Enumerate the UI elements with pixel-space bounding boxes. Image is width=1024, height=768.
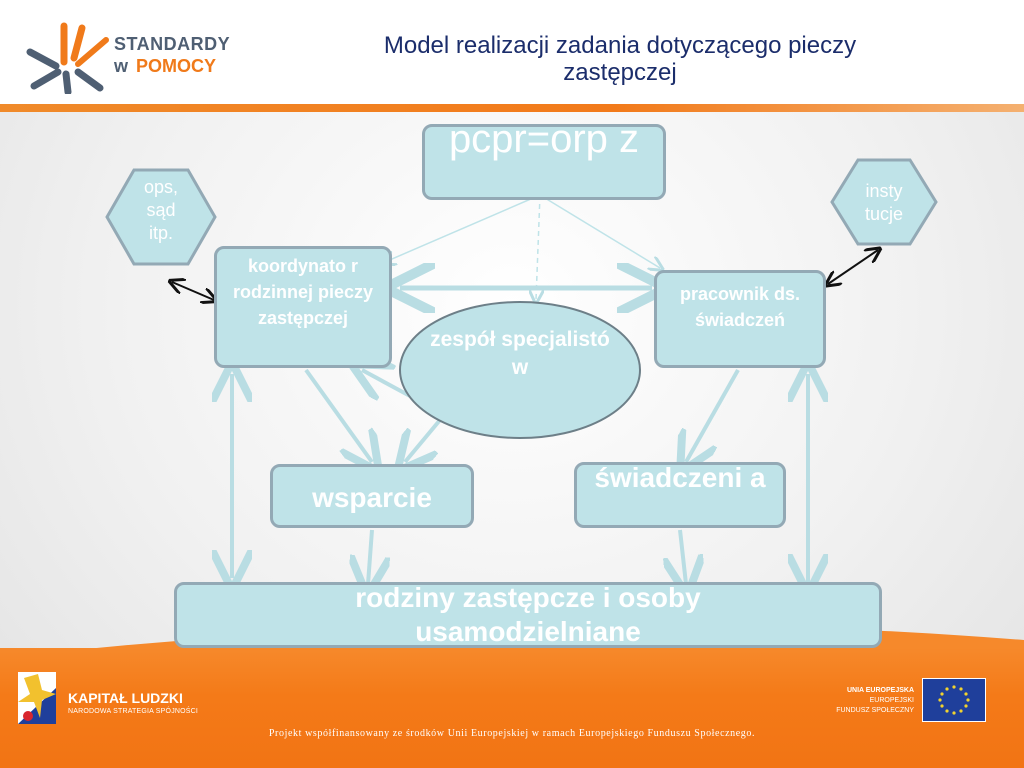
benefits-label: świadczeni a bbox=[594, 462, 766, 493]
top-box bbox=[422, 124, 666, 200]
logo-text-pomocy-accent: POMOCY bbox=[136, 56, 217, 76]
benefits-box bbox=[574, 462, 786, 528]
connector-top-to-coordinator bbox=[385, 195, 540, 262]
connector-team-support bbox=[405, 420, 440, 462]
coordinator-label: koordynato r rodzinnej pieczy zastępczej bbox=[232, 256, 374, 328]
connector-top-to-worker bbox=[540, 195, 660, 268]
families-label: rodziny zastępcze i osoby usamodzielniane bbox=[355, 582, 701, 647]
eu-text bbox=[794, 686, 914, 716]
worker-label: pracownik ds. świadczeń bbox=[679, 284, 801, 330]
eu-line-3: FUNDUSZ SPOŁECZNY bbox=[836, 707, 914, 714]
coordinator-box bbox=[214, 246, 392, 368]
left-hex-label: ops, sąd itp. bbox=[143, 177, 179, 243]
support-box bbox=[270, 464, 474, 528]
logo-text-standardy: STANDARDY bbox=[114, 34, 231, 54]
eu-flag-icon bbox=[922, 678, 986, 722]
connector-worker-benefits bbox=[686, 370, 738, 462]
connector-benefits-families bbox=[680, 530, 686, 584]
connector-top-to-team bbox=[536, 195, 540, 300]
kapital-ludzki-logo bbox=[14, 668, 62, 728]
eu-line-2: EUROPEJSKI bbox=[869, 697, 914, 704]
top-box-label: pcpr=orp z bbox=[448, 124, 640, 161]
logo-text-w: w bbox=[114, 56, 129, 76]
page-title: Model realizacji zadania dotyczącego pieczy zastępczej bbox=[383, 32, 857, 86]
support-label: wsparcie bbox=[312, 482, 432, 513]
team-label: zespół specjalistó w bbox=[430, 328, 610, 379]
connector-left-hex bbox=[172, 282, 214, 300]
kapital-ludzki-title: KAPITAŁ LUDZKI bbox=[68, 690, 183, 706]
connector-coordinator-support bbox=[306, 370, 372, 462]
eu-line-1: UNIA EUROPEJSKA bbox=[846, 687, 914, 694]
connector-support-families bbox=[368, 530, 372, 584]
worker-box bbox=[654, 270, 826, 368]
families-box bbox=[174, 582, 882, 648]
connector-right-hex bbox=[828, 250, 878, 284]
eu-stars bbox=[923, 679, 985, 721]
kapital-ludzki-subtitle: NARODOWA STRATEGIA SPÓJNOŚCI bbox=[68, 708, 199, 715]
right-hex-label: insty tucje bbox=[864, 181, 904, 224]
cofinancing-note: Projekt współfinansowany ze środków Unii Europejskiej w ramach Europejskiego Funduszu Społecznego. bbox=[268, 728, 756, 739]
